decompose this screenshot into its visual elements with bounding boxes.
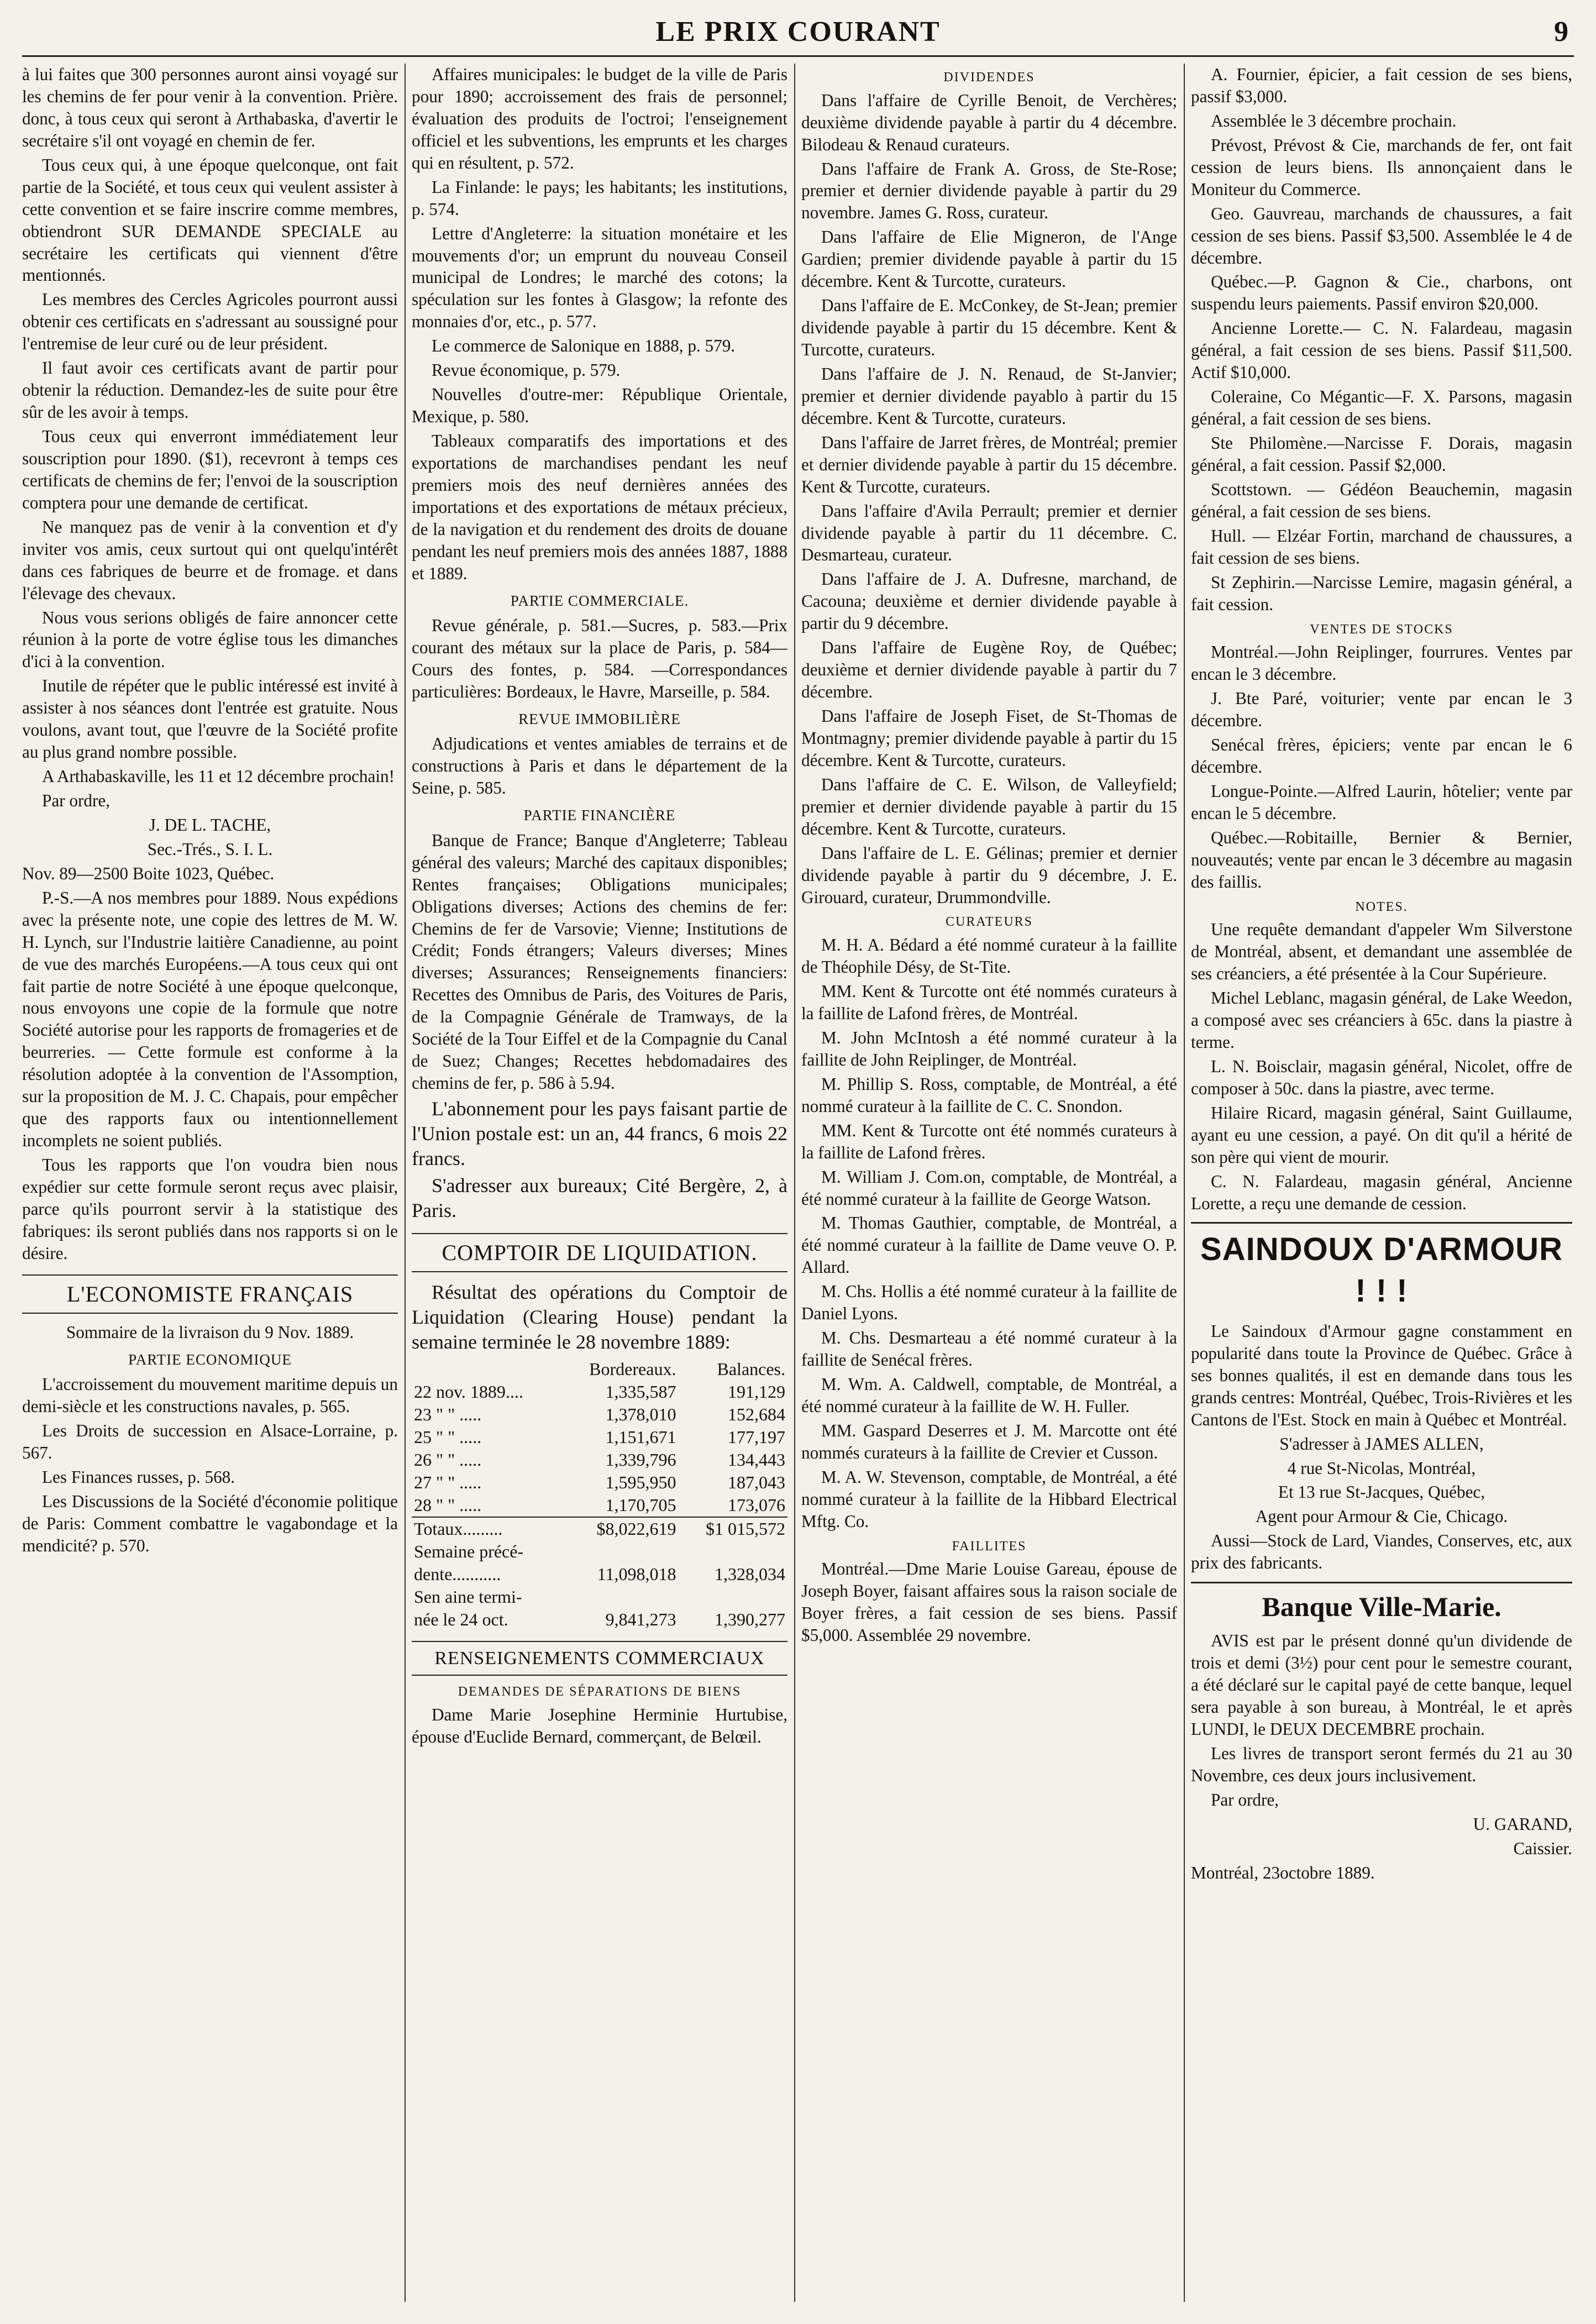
- paragraph: M. Chs. Hollis a été nommé curateur à la faillite de Daniel Lyons.: [801, 1282, 1177, 1324]
- paragraph: Dans l'affaire de J. A. Dufresne, marchand, de Cacouna; deuxième et dernier dividende payable à partir du 9 décembre.: [801, 569, 1177, 633]
- bordereaux-cell: 1,170,705: [605, 1494, 676, 1515]
- paragraph: Ancienne Lorette.— C. N. Falardeau, magasin général, a fait cession de ses biens. Passif $11,500. Actif $10,000.: [1191, 318, 1572, 382]
- paragraph: Dans l'affaire de L. E. Gélinas; premier et dernier dividende payable à partir du 9 décembre, J. E. Girouard, curateur, Drummondville.: [801, 843, 1177, 907]
- paragraph: MM. Gaspard Deserres et J. M. Marcotte ont été nommés curateurs à la faillite de Crevier et Cusson.: [801, 1420, 1177, 1462]
- semaine-prec-sublabel: dente...........: [414, 1564, 501, 1584]
- date-cell: 28 " " .....: [414, 1494, 482, 1515]
- paragraph: Affaires municipales: le budget de la ville de Paris pour 1890; accroissement des frais de personnel; évaluation des produits de l'octroi; l'enseignement officiel et les subventions, les emprunts et les charges qui en résultent, p. 572.: [412, 65, 788, 172]
- paragraph: Dame Marie Josephine Herminie Hurtubise, épouse d'Euclide Bernard, commerçant, de Belœil.: [412, 1704, 788, 1746]
- table-row: [412, 1494, 788, 1517]
- paragraph: Hull. — Elzéar Fortin, marchand de chaussures, a fait cession de ses biens.: [1191, 526, 1572, 568]
- paragraph: Lettre d'Angleterre: la situation monétaire et les mouvements d'or; un emprunt du nouveau Conseil municipal de Londres; le marché des cotons; la spéculation sur les fontes à Glasgow; la refonte des monnaies d'or, etc., p. 577.: [412, 223, 788, 332]
- paragraph: Québec.—Robitaille, Bernier & Bernier, nouveautés; vente par encan le 3 décembre au magasin des faillis.: [1191, 827, 1572, 891]
- table-row: [412, 1608, 788, 1631]
- paragraph: M. William J. Com.on, comptable, de Montréal, a été nommé curateur à la faillite de George Watson.: [801, 1167, 1177, 1209]
- paragraph: Scottstown. — Gédéon Beauchemin, magasin général, a fait cession de ses biens.: [1191, 479, 1572, 521]
- semaine-prec-balances: 1,328,034: [715, 1564, 785, 1584]
- balances-cell: 187,043: [728, 1472, 785, 1492]
- paragraph: Les membres des Cercles Agricoles pourront aussi obtenir ces certificats en s'adressant au soussigné pour l'entremise de leur curé ou de leur président.: [22, 290, 398, 354]
- par-ordre: Par ordre,: [42, 791, 110, 810]
- paragraph: Les livres de transport seront fermés du 21 au 30 Novembre, ces deux jours inclusivement.: [1191, 1743, 1572, 1785]
- banque-title: Banque Ville-Marie.: [1191, 1582, 1572, 1624]
- paragraph: Hilaire Ricard, magasin général, Saint Guillaume, ayant eu une cession, a payé. On dit qu'il a hérité de son père qui vient de mourir.: [1191, 1103, 1572, 1167]
- partie-financiere-head: PARTIE FINANCIÈRE: [523, 807, 676, 824]
- paragraph: Dans l'affaire d'Avila Perrault; premier et dernier dividende payable à partir du 11 décembre. C. Desmarteau, curateur.: [801, 501, 1177, 565]
- paragraph: Tous les rapports que l'on voudra bien nous expédier sur cette formule seront reçus avec plaisir, parce qu'ils pourront servir à la statistique des fabriques: ils seront publiés dans nos rapports si on le désire.: [22, 1155, 398, 1263]
- saindoux-title: SAINDOUX D'ARMOUR ! ! !: [1191, 1222, 1572, 1311]
- column-2: [412, 64, 788, 2302]
- paragraph: J. Bte Paré, voiturier; vente par encan le 3 décembre.: [1191, 689, 1572, 731]
- column-rule: [1184, 64, 1185, 2302]
- newspaper-title: LE PRIX COURANT: [655, 16, 941, 48]
- paragraph: à lui faites que 300 personnes auront ainsi voyagé sur les chemins de fer pour venir à la convention. Prière. donc, à tous ceux qui seront à Arthabaska, d'avertir le secrétaire s'il ont voyagé en chemin de fer.: [22, 65, 398, 150]
- newspaper-page: [22, 11, 1574, 2310]
- curateurs-head: CURATEURS: [945, 915, 1033, 930]
- paragraph: Adjudications et ventes amiables de terrains et de constructions à Paris et dans le département de la Seine, p. 585.: [412, 734, 788, 798]
- date-cell: 25 " " .....: [414, 1427, 482, 1447]
- paragraph: Le Saindoux d'Armour gagne constamment en popularité dans toute la Province de Québec. Grâce à ses bonnes qualités, il est en demande dans tous les grands centres: Montréal, Québec, Trois-Rivières et les Cantons de l'Est. Stock en main à Québec et Montréal.: [1191, 1321, 1572, 1429]
- paragraph: Revue économique, p. 579.: [432, 360, 621, 380]
- address-line: Et 13 rue St-Jacques, Québec,: [1278, 1482, 1485, 1502]
- bordereaux-cell: 1,151,671: [605, 1427, 676, 1447]
- paragraph: Québec.—P. Gagnon & Cie., charbons, ont suspendu leurs paiements. Passif environ $20,000.: [1191, 272, 1572, 314]
- paragraph: Aussi—Stock de Lard, Viandes, Conserves, etc, aux prix des fabricants.: [1191, 1531, 1572, 1573]
- paragraph: S'adresser aux bureaux; Cité Bergère, 2, à Paris.: [412, 1174, 788, 1222]
- column-1: [22, 64, 398, 2302]
- date-cell: 23 " " .....: [414, 1404, 482, 1425]
- semaine-oct-bordereaux: 9,841,273: [605, 1609, 676, 1629]
- signatory: U. GARAND,: [1473, 1814, 1572, 1834]
- paragraph: P.-S.—A nos membres pour 1889. Nous expédions avec la présente note, une copie des lettres de M. W. H. Lynch, sur l'Industrie laitière Canadienne, au point de vue des marchés Européens.—A tous ceux qui ont fait partie de notre Société à une époque quelconque, nous envoyons une copie de la formule que notre Société autorise pour les rapports de fromageries et de beurreries. — Cette formule est conforme à la résolution adoptée à la convention de l'Assomption, sur la proposition de M. J. C. Chapais, pour empêcher que des rapports faux ou intentionnellement incomplets ne soient publiés.: [22, 888, 398, 1151]
- page-header: [22, 11, 1574, 57]
- paragraph: M. John McIntosh a été nommé curateur à la faillite de John Reiplinger, de Montréal.: [801, 1027, 1177, 1069]
- total-bordereaux: $8,022,619: [560, 1517, 679, 1540]
- paragraph: L'abonnement pour les pays faisant partie de l'Union postale est: un an, 44 francs, 6 mois 22 francs.: [412, 1098, 788, 1170]
- renseignements-title: RENSEIGNEMENTS COMMERCIAUX: [412, 1641, 788, 1676]
- balances-cell: 173,076: [728, 1494, 785, 1515]
- date-cell: 27 " " .....: [414, 1472, 482, 1492]
- date-line: Montréal, 23octobre 1889.: [1191, 1863, 1375, 1882]
- paragraph: Inutile de répéter que le public intéressé est invité à assister à nos séances dont l'entrée est gratuite. Nous voulons, avant tout, que l'œuvre de la Société profite au plus grand nombre possible.: [22, 676, 398, 762]
- paragraph: Tableaux comparatifs des importations et des exportations de marchandises pendant les neuf premiers mois des neuf dernières années des importations et des exportations de métaux précieux, de la navigation et du rendement des droits de douane pendant les neuf premiers mois des années 1887, 1888 et 1889.: [412, 431, 788, 583]
- paragraph: L. N. Boisclair, magasin général, Nicolet, offre de composer à 50c. dans la piastre, avec terme.: [1191, 1056, 1572, 1098]
- paragraph: L'accroissement du mouvement maritime depuis un demi-siècle et les constructions navales, p. 565.: [22, 1375, 398, 1417]
- column-3: [801, 64, 1177, 2302]
- paragraph: M. Phillip S. Ross, comptable, de Montréal, a été nommé curateur à la faillite de C. C. Snondon.: [801, 1074, 1177, 1116]
- address-line: Agent pour Armour & Cie, Chicago.: [1255, 1507, 1508, 1526]
- comptoir-title: COMPTOIR DE LIQUIDATION.: [412, 1233, 788, 1272]
- page-number: 9: [1554, 16, 1568, 48]
- paragraph: Senécal frères, épiciers; vente par encan le 6 décembre.: [1191, 735, 1572, 777]
- paragraph: Dans l'affaire de E. McConkey, de St-Jean; premier dividende payable à partir du 15 décembre. Kent & Turcotte, curateurs.: [801, 296, 1177, 360]
- table-row: [412, 1540, 788, 1563]
- semaine-prec-label: Semaine précé-: [414, 1541, 524, 1561]
- table-row: [412, 1471, 788, 1494]
- paragraph: Une requête demandant d'appeler Wm Silverstone de Montréal, absent, et demandant une assemblée de ses créanciers, a été présentée à la Cour Supérieure.: [1191, 920, 1572, 984]
- paragraph: A Arthabaskaville, les 11 et 12 décembre prochain!: [42, 767, 395, 786]
- table-header-row: [412, 1358, 788, 1381]
- paragraph: M. Wm. A. Caldwell, comptable, de Montréal, a été nommé curateur à la faillite de W. H. Fuller.: [801, 1375, 1177, 1416]
- paragraph: M. Thomas Gauthier, comptable, de Montréal, a été nommé curateur à la faillite de Dame veuve O. P. Allard.: [801, 1213, 1177, 1277]
- partie-economique-head: PARTIE ECONOMIQUE: [128, 1351, 292, 1368]
- total-label: Totaux.........: [412, 1517, 560, 1540]
- economiste-title: L'ECONOMISTE FRANÇAIS: [22, 1274, 398, 1314]
- paragraph: Dans l'affaire de C. E. Wilson, de Valleyfield; premier et dernier dividende payable à partir du 15 décembre. Kent & Turcotte, curateurs.: [801, 774, 1177, 838]
- paragraph: Ne manquez pas de venir à la convention et d'y inviter vos amis, ceux surtout qui ont quelqu'intérêt dans ces fabriques de beurre et de fromage. et dans l'élevage des chevaux.: [22, 517, 398, 603]
- paragraph: Coleraine, Co Mégantic—F. X. Parsons, magasin général, a fait cession de ses biens.: [1191, 387, 1572, 429]
- paragraph: Montréal.—Dme Marie Louise Gareau, épouse de Joseph Boyer, faisant affaires sous la raison sociale de Boyer frères, a fait cession de ses biens. Passif $5,000. Assemblée 29 novembre.: [801, 1559, 1177, 1645]
- table-row: [412, 1449, 788, 1471]
- paragraph: Dans l'affaire de Jarret frères, de Montréal; premier et dernier dividende payable à partir du 15 décembre. Kent & Turcotte, curateurs.: [801, 432, 1177, 496]
- notes-head: NOTES.: [1355, 899, 1408, 914]
- paragraph: M. H. A. Bédard a été nommé curateur à la faillite de Théophile Désy, de St-Tite.: [801, 935, 1177, 977]
- paragraph: MM. Kent & Turcotte ont été nommés curateurs à la faillite de Lafond frères, de Montréal.: [801, 982, 1177, 1023]
- paragraph: St Zephirin.—Narcisse Lemire, magasin général, a fait cession.: [1191, 572, 1572, 614]
- balances-cell: 177,197: [728, 1427, 785, 1447]
- paragraph: Banque de France; Banque d'Angleterre; Tableau général des valeurs; Marché des capitaux disponibles; Rentes françaises; Obligations municipales; Obligations diverses; Actions des chemins de fer: Chemins de fer de Varsovie; Vienne; Institutions de Crédit; Fonds étrangers; Valeurs diverses; Mines diverses; Assurances; Renseignements financiers: Recettes des Omnibus de Paris, des Voitures de Paris, de la Compagnie Générale de Tramways, de la Société de la Tour Eiffel et de la Compagnie du Canal de Suez; Changes; Recettes hebdomadaires des chemins de fer, p. 586 à 5.94.: [412, 830, 788, 1093]
- paragraph: Dans l'affaire de Frank A. Gross, de Ste-Rose; premier et dernier dividende payable à partir du 29 novembre. James G. Ross, curateur.: [801, 159, 1177, 223]
- paragraph: Il faut avoir ces certificats avant de partir pour obtenir la réduction. Demandez-les de suite pour être sûr de les avoir à temps.: [22, 358, 398, 422]
- paragraph: M. Chs. Desmarteau a été nommé curateur à la faillite de Senécal frères.: [801, 1328, 1177, 1370]
- column-rule: [405, 64, 406, 2302]
- semaine-prec-bordereaux: 11,098,018: [597, 1564, 676, 1584]
- address-line: S'adresser à JAMES ALLEN,: [1279, 1434, 1484, 1454]
- revue-immobiliere-head: REVUE IMMOBILIÈRE: [518, 710, 681, 727]
- table-row: [412, 1563, 788, 1586]
- date-cell: 26 " " .....: [414, 1450, 482, 1470]
- paragraph: Geo. Gauvreau, marchands de chaussures, a fait cession de ses biens. Passif $3,500. Assemblée le 4 de décembre.: [1191, 203, 1572, 267]
- paragraph: Dans l'affaire de Cyrille Benoit, de Verchères; deuxième dividende payable à partir du 4 décembre. Bilodeau & Renaud curateurs.: [801, 90, 1177, 154]
- par-ordre: Par ordre,: [1211, 1790, 1279, 1809]
- bordereaux-cell: 1,378,010: [605, 1404, 676, 1425]
- paragraph: Tous ceux qui, à une époque quelconque, ont fait partie de la Société, et tous ceux qui veulent assister à cette convention et se faire inscrire comme membres, obtiendront SUR DEMANDE SPECIALE au secrétaire les certificats qui viennent d'être mentionnés.: [22, 155, 398, 285]
- bordereaux-cell: 1,595,950: [605, 1472, 676, 1492]
- dividendes-head: DIVIDENDES: [943, 70, 1035, 85]
- paragraph: Les Droits de succession en Alsace-Lorraine, p. 567.: [22, 1421, 398, 1463]
- paragraph: Michel Leblanc, magasin général, de Lake Weedon, a composé avec ses créanciers à 65c. dans la piastre à terme.: [1191, 988, 1572, 1052]
- paragraph: M. A. W. Stevenson, comptable, de Montréal, a été nommé curateur à la faillite de la Hibbard Electrical Mftg. Co.: [801, 1467, 1177, 1531]
- table-row: [412, 1403, 788, 1426]
- column-4: [1191, 64, 1572, 2302]
- balances-cell: 152,684: [728, 1404, 785, 1425]
- column-rule: [794, 64, 795, 2302]
- semaine-oct-sublabel: née le 24 oct.: [414, 1609, 508, 1629]
- paragraph: La Finlande: le pays; les habitants; les institutions, p. 574.: [412, 177, 788, 219]
- paragraph: Longue-Pointe.—Alfred Laurin, hôtelier; vente par encan le 5 décembre.: [1191, 781, 1572, 823]
- paragraph: MM. Kent & Turcotte ont été nommés curateurs à la faillite de Lafond frères.: [801, 1120, 1177, 1162]
- paragraph: Montréal.—John Reiplinger, fourrures. Ventes par encan le 3 décembre.: [1191, 642, 1572, 684]
- address-line: 4 rue St-Nicolas, Montréal,: [1287, 1458, 1476, 1478]
- balances-cell: 191,129: [728, 1382, 785, 1402]
- convention-notice: [22, 64, 398, 1265]
- ventes-head: VENTES DE STOCKS: [1310, 622, 1453, 637]
- faillites-head: FAILLITES: [952, 1539, 1027, 1554]
- column-header: Balances.: [717, 1359, 785, 1379]
- paragraph: Ste Philomène.—Narcisse F. Dorais, magasin général, a fait cession. Passif $2,000.: [1191, 433, 1572, 475]
- date-cell: 22 nov. 1889....: [414, 1382, 523, 1402]
- clearing-house-table: [412, 1358, 788, 1630]
- bordereaux-cell: 1,339,796: [605, 1450, 676, 1470]
- semaine-oct-balances: 1,390,277: [715, 1609, 785, 1629]
- demandes-head: DEMANDES DE SÉPARATIONS DE BIENS: [458, 1685, 742, 1699]
- signature-address: Nov. 89—2500 Boite 1023, Québec.: [22, 863, 275, 883]
- signatory-title: Caissier.: [1513, 1838, 1572, 1858]
- bordereaux-cell: 1,335,587: [605, 1382, 676, 1402]
- table-row: [412, 1426, 788, 1449]
- paragraph: Le commerce de Salonique en 1888, p. 579.: [432, 336, 736, 356]
- paragraph: AVIS est par le présent donné qu'un dividende de trois et demi (3½) pour cent pour le semestre courant, a été déclaré sur le capital payé de cette banque, lequel sera payable à son bureau, à Montréal, le et après LUNDI, le DEUX DECEMBRE prochain.: [1191, 1631, 1572, 1739]
- paragraph: A. Fournier, épicier, a fait cession de ses biens, passif $3,000.: [1191, 65, 1572, 106]
- paragraph: C. N. Falardeau, magasin général, Ancienne Lorette, a reçu une demande de cession.: [1191, 1171, 1572, 1213]
- paragraph: Nouvelles d'outre-mer: République Orientale, Mexique, p. 580.: [412, 385, 788, 427]
- paragraph: Dans l'affaire de J. N. Renaud, de St-Janvier; premier et dernier dividende payablo à partir du 15 décembre. Kent & Turcotte, curateurs.: [801, 364, 1177, 428]
- paragraph: Prévost, Prévost & Cie, marchands de fer, ont fait cession de leurs biens. Ils annonçaient dans le Moniteur du Commerce.: [1191, 135, 1572, 199]
- table-total-row: [412, 1517, 788, 1540]
- paragraph: Les Finances russes, p. 568.: [42, 1467, 235, 1487]
- paragraph: Les Discussions de la Société d'économie politique de Paris: Comment combattre le vagabondage et la mendicité? p. 570.: [22, 1492, 398, 1555]
- paragraph: Tous ceux qui enverront immédiatement leur souscription pour 1890. ($1), recevront à temps ces certificats de chemins de fer; l'envoi de la souscription compterа pour une demande de certificat.: [22, 427, 398, 512]
- paragraph: Revue générale, p. 581.—Sucres, p. 583.—Prix courant des métaux sur la place de Paris, p. 584—Cours des fontes, p. 584. —Correspondances particulières: Bordeaux, le Havre, Marseille, p. 584.: [412, 616, 788, 701]
- paragraph: Nous vous serions obligés de faire annoncer cette réunion à la porte de votre église tous les dimanches d'ici à la convention.: [22, 607, 398, 672]
- partie-commerciale-head: PARTIE COMMERCIALE.: [510, 592, 689, 609]
- sommaire-line: Sommaire de la livraison du 9 Nov. 1889.: [66, 1322, 354, 1342]
- comptoir-intro: Résultat des opérations du Comptoir de Liquidation (Clearing House) pendant la semaine terminée le 28 novembre 1889:: [412, 1281, 788, 1354]
- paragraph: Dans l'affaire de Eugène Roy, de Québec; deuxième et dernier dividende payable à partir du 7 décembre.: [801, 638, 1177, 702]
- signature-title: Sec.-Trés., S. I. L.: [147, 839, 273, 859]
- paragraph: Dans l'affaire de Elie Migneron, de l'Ange Gardien; premier dividende payable à partir du 15 décembre. Kent & Turcotte, curateurs.: [801, 227, 1177, 291]
- table-row: [412, 1586, 788, 1608]
- column-header: Bordereaux.: [589, 1359, 676, 1379]
- paragraph: Dans l'affaire de Joseph Fiset, de St-Thomas de Montmagny; premier dividende payable à partir du 15 décembre. Kent & Turcotte, curateurs.: [801, 706, 1177, 770]
- balances-cell: 134,443: [728, 1450, 785, 1470]
- paragraph: Assemblée le 3 décembre prochain.: [1211, 111, 1457, 130]
- table-row: [412, 1381, 788, 1403]
- semaine-oct-label: Sen aine termi-: [414, 1586, 522, 1607]
- signature-name: J. DE L. TACHE,: [149, 815, 271, 835]
- total-balances: $1 015,572: [678, 1517, 788, 1540]
